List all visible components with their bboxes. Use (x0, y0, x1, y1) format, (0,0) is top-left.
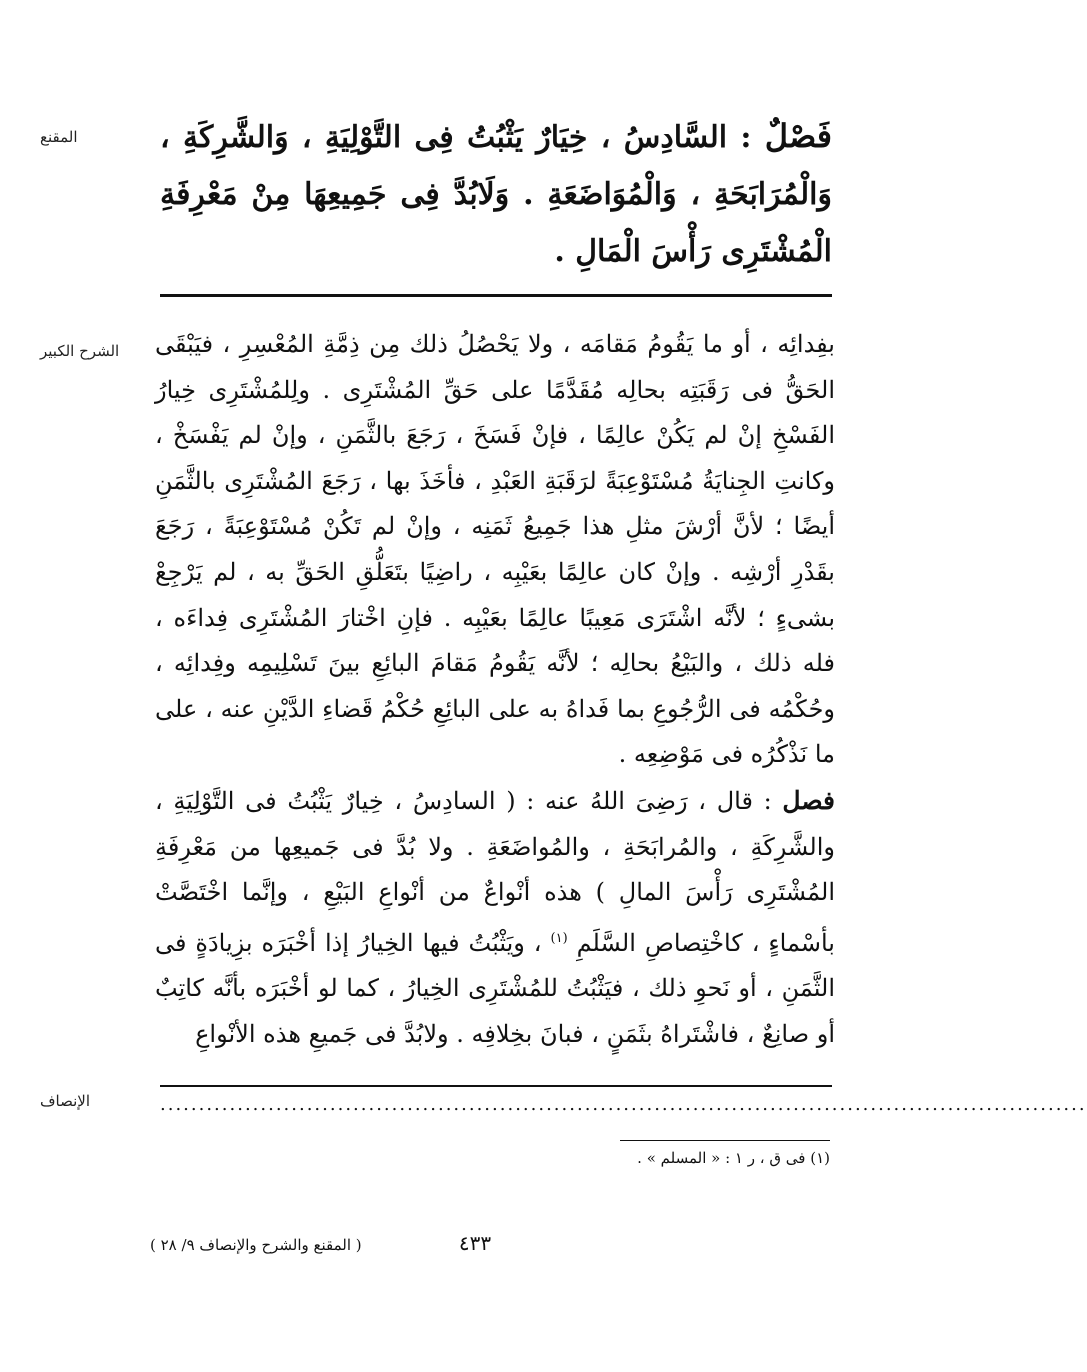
page-number: ٤٣٣ (458, 1231, 492, 1255)
insaf-dotted-line: ........................................................................................................................ (160, 1094, 1087, 1115)
sharh-paragraph-2 (155, 778, 835, 1058)
matn-heading: فَصْلٌ (764, 117, 832, 155)
footnote: (١) فى ق ، ر ١ : « المسلم » . (637, 1149, 830, 1167)
footnote-marker: (١) (550, 930, 568, 946)
sharh-paragraph-2-heading: فصل (782, 785, 835, 815)
volume-reference: ( المقنع والشرح والإنصاف ٩/ ٢٨ ) (150, 1236, 362, 1254)
sharh-paragraph-1: بفِدائِه ، أو ما يَقُومُ مَقامَه ، ولا يَحْصُلُ ذلك مِن ذِمَّةِ المُعْسِرِ ، فيَبْقَى الحَقُّ فى رَقَبَتِه بحالِه مُقَدَّمًا على حَقِّ المُشْتَرِى . ولِلمُشْتَرِى خِيارُ الفَسْخِ إنْ لم يَكُنْ عالِمًا ، فإنْ فَسَخَ ، رَجَعَ بالثَّمَنِ ، وإنْ لم يَفْسَخْ ، وكانتِ الجِنايَةُ مُسْتَوْعِبَةً لرَقَبَةِ العَبْدِ ، فأخَذَ بها ، رَجَعَ المُشْتَرِى بالثَّمَنِ أيضًا ؛ لأنَّ أرْشَ مثلِ هذا جَمِيعُ ثَمَنِه ، وإنْ لم تَكُنْ مُسْتَوْعِبَةً ، رَجَعَ بقَدْرِ أرْشِه . وإنْ كان عالِمًا بعَيْبِه ، راضِيًا بتَعَلُّقِ الحَقِّ به ، لم يَرْجِعْ بشىءٍ ؛ لأنَّه اشْتَرَى مَعِيبًا عالِمًا بعَيْبِه . فإنِ اخْتارَ المُشْتَرِى فِداءَه ، فله ذلك ، والبَيْعُ بحالِه ؛ لأنَّه يَقُومُ مَقامَ البائِعِ بينَ تَسْلِيمِه وفِدائِه ، وحُكْمُه فى الرُّجُوعِ بما فَداهُ به على البائِعِ حُكْمُ قَضاءِ الدَّيْنِ عنه ، على ما نَذْكُرُه فى مَوْضِعِه . (155, 330, 836, 769)
sharh-text (155, 322, 835, 1058)
insaf-label: الإنصاف (40, 1092, 91, 1110)
sharh-paragraph-2-part-2: ، ويَثْبُتُ فيها الخِيارُ إذا أخْبَرَه بزِيادَةٍ فى الثَّمَنِ ، أو نَحوِ ذلك ، فيَثْبُتُ للمُشْتَرِى الخِيارُ ، كما لو أخْبَرَه بأنَّه كاتِبٌ أو صانِعٌ ، فاشْتَراهُ بثَمَنٍ ، فبانَ بخِلافِه . ولابُدَّ فى جَميعِ هذه الأنْواعِ (155, 928, 835, 1048)
footnote-rule (620, 1140, 830, 1141)
matn-body: : السَّادِسُ ، خِيَارٌ يَثْبُتُ فِى التَّوْلِيَةِ ، وَالشَّرِكَةِ ، وَالْمُرَابَحَةِ ، وَالْمُوَاضَعَةِ . وَلَابُدَّ فِى جَمِيعِهَا مِنْ مَعْرِفَةِ الْمُشْتَرِى رَأْسَ الْمَالِ . (160, 120, 832, 269)
sharh-label: الشرح الكبير (40, 342, 120, 360)
insaf-divider (160, 1085, 832, 1087)
sharh-paragraph-2-part-1: : قال ، رَضِىَ اللهُ عنه : ( السادِسُ ، خِيارٌ يَثْبُتُ فى التَّوْلِيَةِ ، والشَّرِكَةِ ، والمُرابَحَةِ ، والمُواضَعَةِ . ولا بُدَّ فى جَميعِها من مَعْرِفَةِ المُشْتَرِى رَأْسَ المالِ ) هذه أنْواعٌ من أنْواعِ البَيْعِ ، وإنَّما اخْتَصَّتْ بأسْماءٍ ، كاخْتِصاصِ السَّلَمِ (155, 786, 835, 957)
muqni-label: المقنع (40, 128, 78, 146)
muqni-text (160, 108, 832, 280)
section-divider (160, 294, 832, 297)
